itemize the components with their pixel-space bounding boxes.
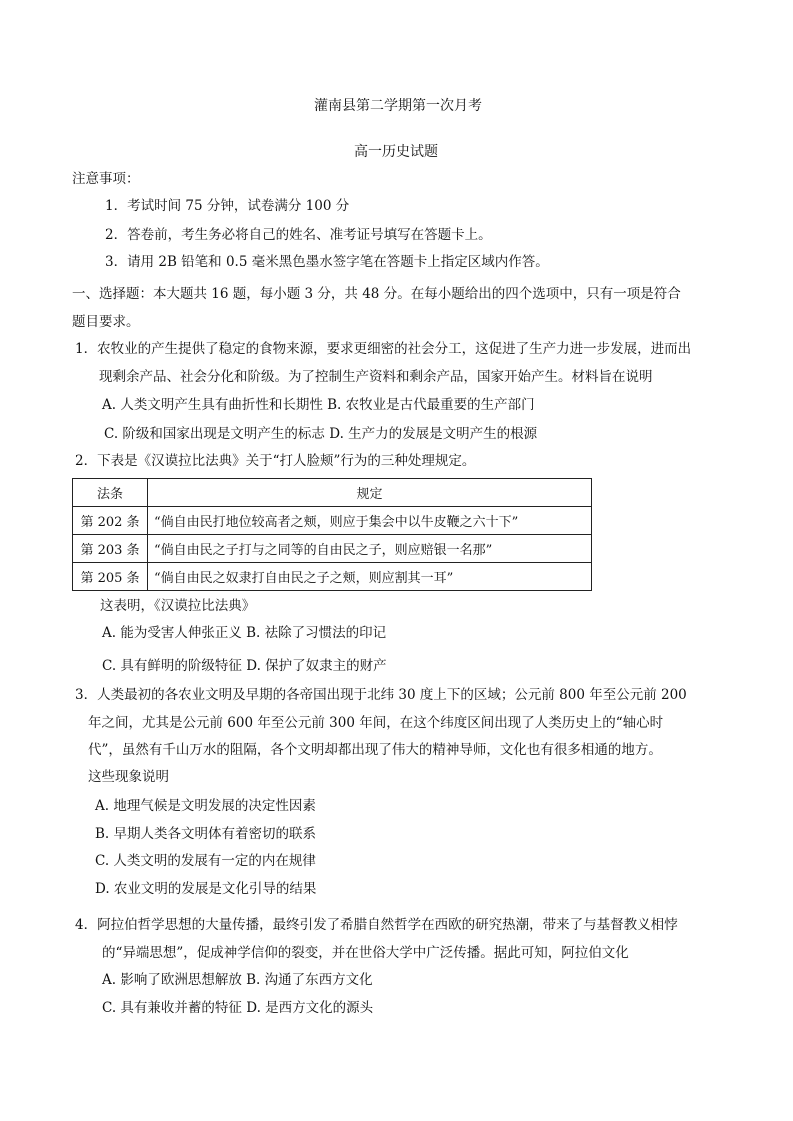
question-4-stem: 4．阿拉伯哲学思想的大量传播，最终引发了希腊自然哲学在西欧的研究热潮，带来了与基督教义相悖 [75,917,678,933]
question-4-options-ab: A. 影响了欧洲思想解放 B. 沟通了东西方文化 [102,972,373,988]
question-3-option: D. 农业文明的发展是文化引导的结果 [95,881,317,897]
table-header-cell: 规定 [148,479,592,507]
table-cell: 第 203 条 [73,535,148,563]
question-3-stem-cont: 年之间，尤其是公元前 600 年至公元前 300 年间，在这个纬度区间出现了人类历史上的“轴心时 [88,715,664,731]
table-cell: 第 205 条 [73,563,148,591]
question-3-option: B. 早期人类各文明体有着密切的联系 [95,826,317,842]
table-header-row [73,479,592,507]
question-4-options-cd: C. 具有兼收并蓄的特征 D. 是西方文化的源头 [102,1000,374,1016]
table-row [73,507,592,535]
note-item: 2．答卷前，考生务必将自己的姓名、准考证号填写在答题卡上。 [105,227,492,243]
law-table [72,478,592,591]
exam-subtitle: 高一历史试题 [354,144,438,160]
question-2-options-cd: C. 具有鲜明的阶级特征 D. 保护了奴隶主的财产 [102,658,387,674]
question-3-stem-cont: 代”，虽然有千山万水的阻隔，各个文明却都出现了伟大的精神导师，文化也有很多相通的地方。 [88,742,662,758]
question-4-stem-cont: 的“异端思想”，促成神学信仰的裂变，并在世俗大学中广泛传播。据此可知，阿拉伯文化 [102,945,629,961]
note-item: 1．考试时间 75 分钟，试卷满分 100 分 [105,198,350,214]
question-3-stem: 3．人类最初的各农业文明及早期的各帝国出现于北纬 30 度上下的区域；公元前 800 年至公元前 200 [75,687,687,703]
table-cell: “倘自由民之奴隶打自由民之子之颊，则应割其一耳” [148,563,592,591]
question-1-options-ab: A. 人类文明产生具有曲折性和长期性 B. 农牧业是古代最重要的生产部门 [102,397,535,413]
question-3-option: A. 地理气候是文明发展的决定性因素 [95,798,316,814]
table-row [73,535,592,563]
question-1-stem: 1．农牧业的产生提供了稳定的食物来源，要求更细密的社会分工，这促进了生产力进一步发展，进而出 [75,341,692,357]
table-cell: “倘自由民之子打与之同等的自由民之子，则应赔银一名那” [148,535,592,563]
section-heading-cont: 题目要求。 [72,314,140,330]
note-item: 3．请用 2B 铅笔和 0.5 毫米黑色墨水签字笔在答题卡上指定区域内作答。 [105,254,549,270]
exam-title: 灌南县第二学期第一次月考 [314,98,482,114]
question-1-options-cd: C. 阶级和国家出现是文明产生的标志 D. 生产力的发展是文明产生的根源 [104,426,538,442]
question-3-option: C. 人类文明的发展有一定的内在规律 [95,853,316,869]
question-2-stem: 2．下表是《汉谟拉比法典》关于“打人脸颊”行为的三种处理规定。 [75,453,476,469]
table-header-cell: 法条 [73,479,148,507]
section-heading: 一、选择题：本大题共 16 题，每小题 3 分，共 48 分。在每小题给出的四个选项中，只有一项是符合 [72,286,681,302]
question-2-tail: 这表明，《汉谟拉比法典》 [100,598,256,614]
question-2-options-ab: A. 能为受害人伸张正义 B. 祛除了习惯法的印记 [102,625,387,641]
notes-heading: 注意事项： [72,171,140,187]
table-cell: “倘自由民打地位较高者之颊，则应于集会中以牛皮鞭之六十下” [148,507,592,535]
question-1-stem-cont: 现剩余产品、社会分化和阶级。为了控制生产资料和剩余产品，国家开始产生。材料旨在说明 [99,369,653,385]
question-3-stem-cont: 这些现象说明 [88,769,169,785]
table-row [73,563,592,591]
table-cell: 第 202 条 [73,507,148,535]
